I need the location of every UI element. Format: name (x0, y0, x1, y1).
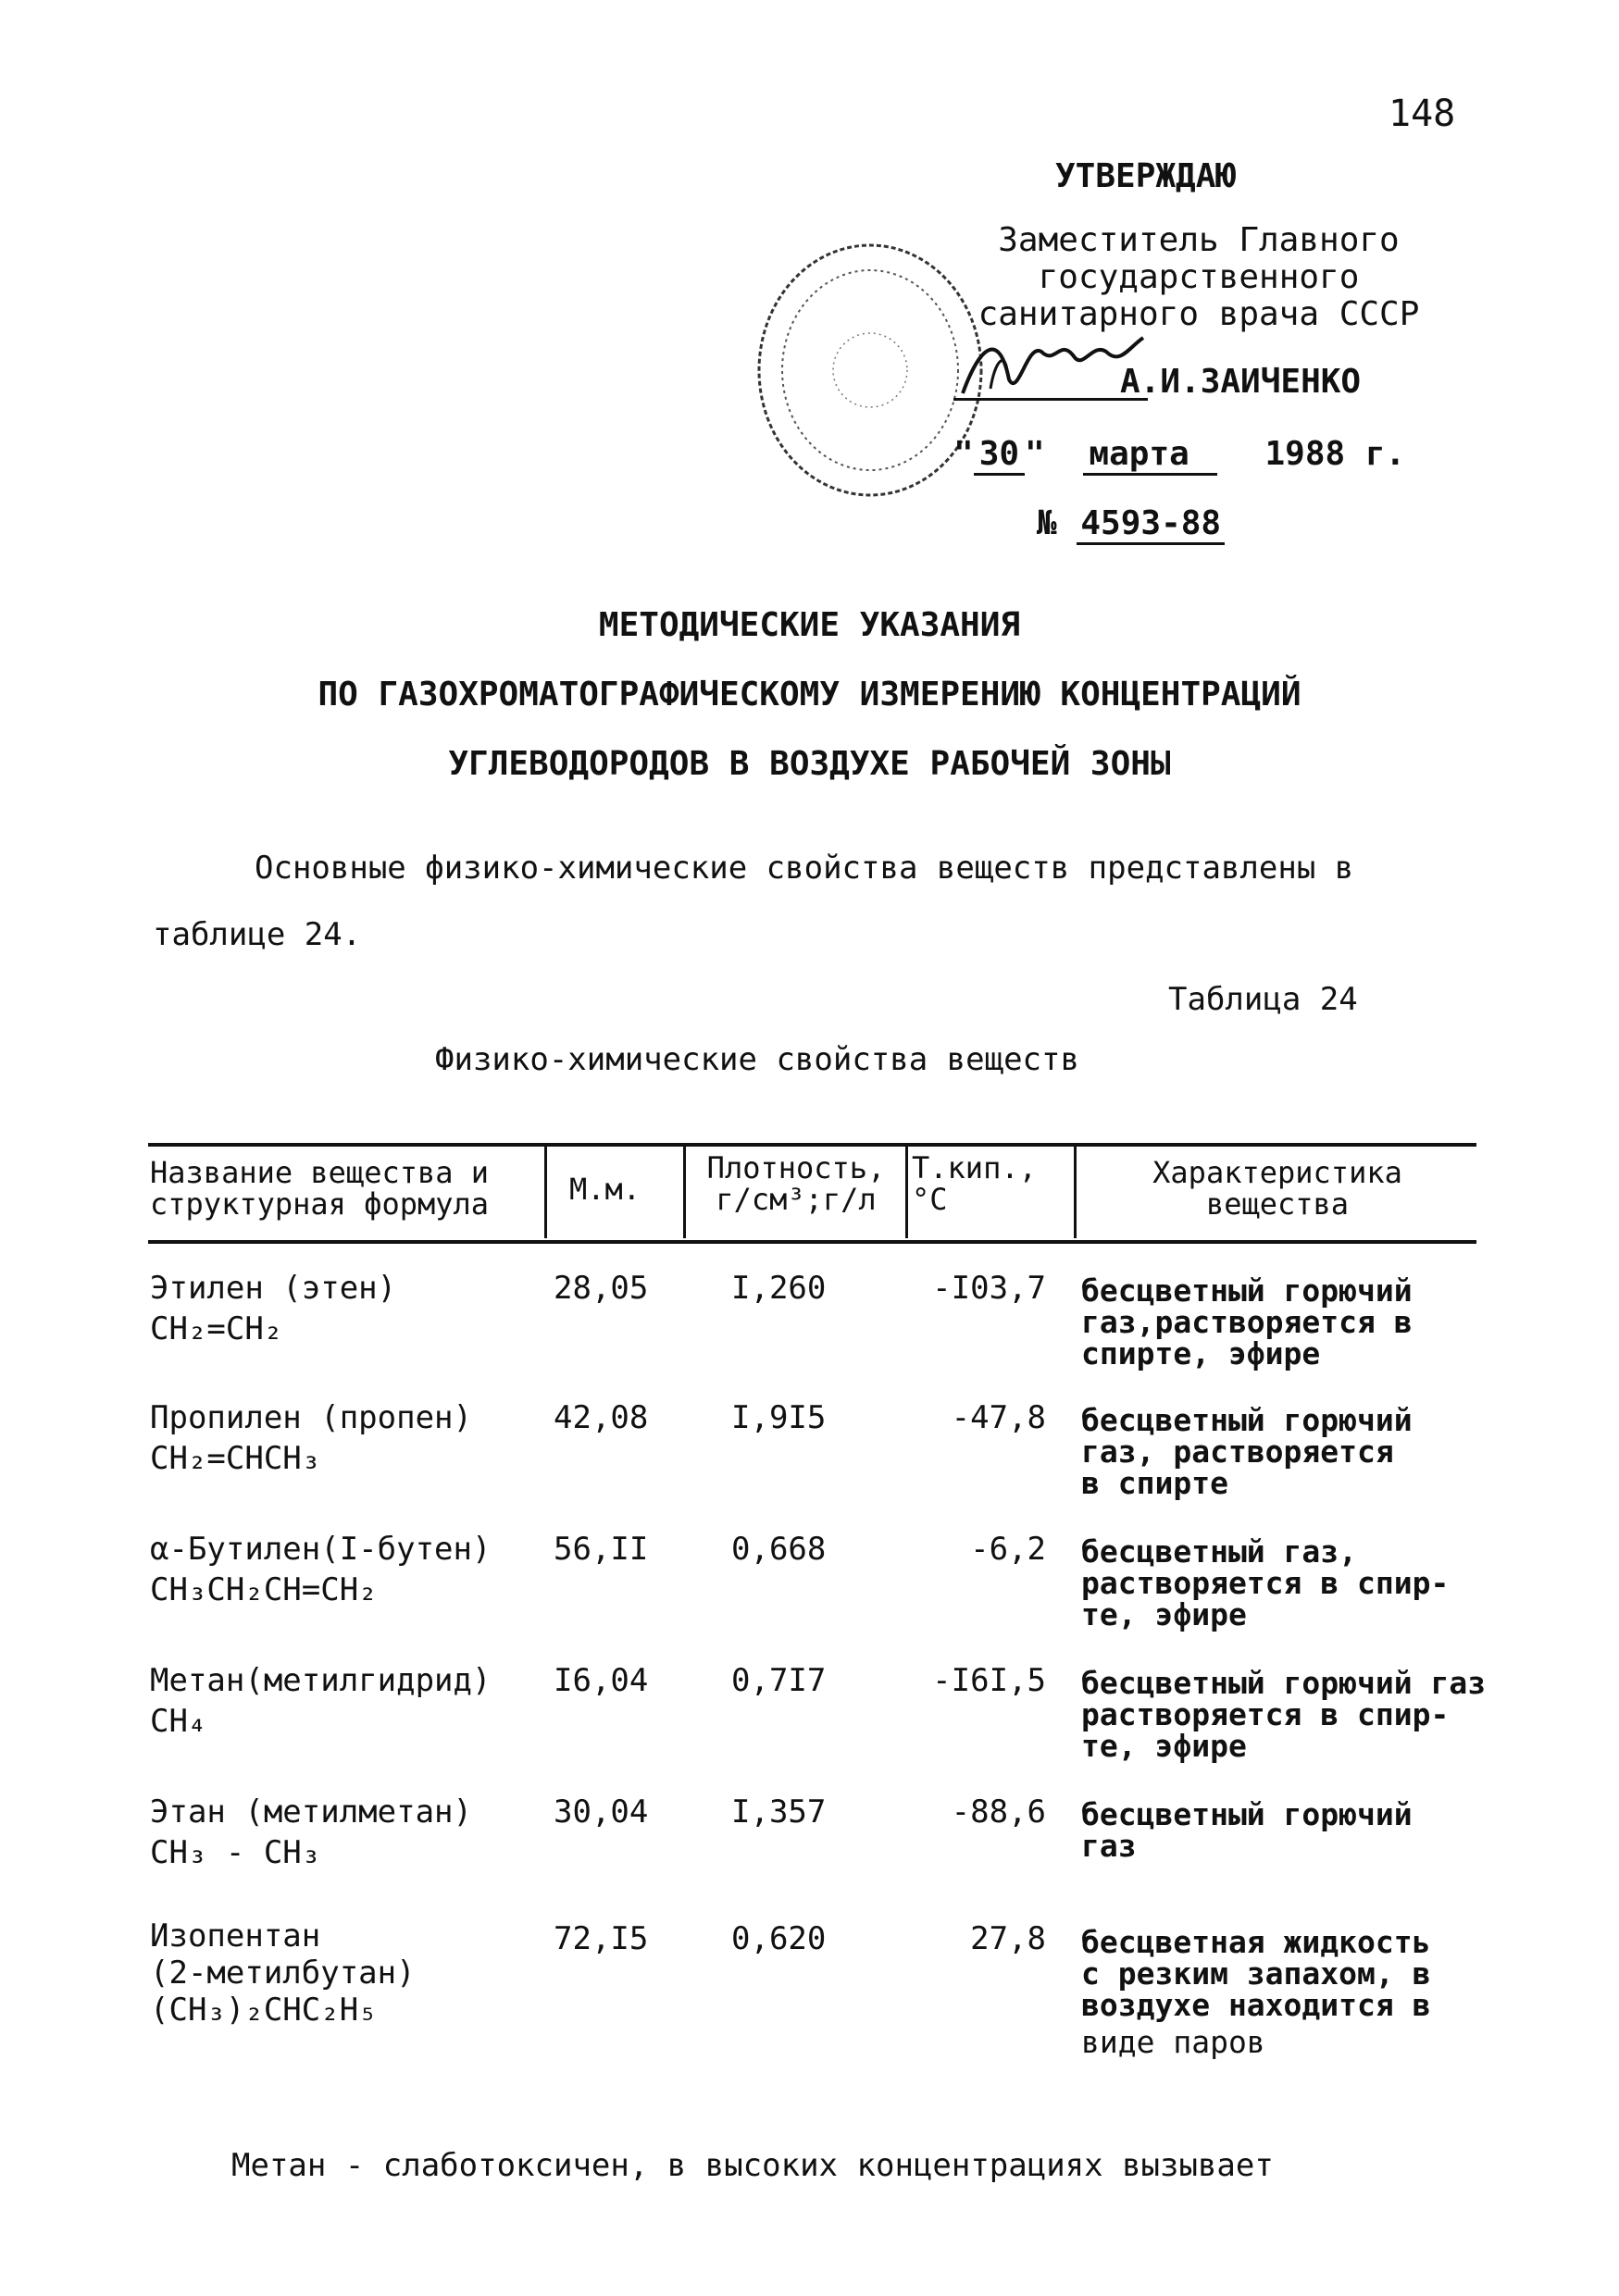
row-3-desc-line-3: те, эфире (1081, 1596, 1247, 1632)
row-6-boiling: 27,8 (970, 1920, 1046, 1957)
row-1-desc-line-1: бесцветный горючий (1081, 1272, 1413, 1309)
row-6-substance-alt: (2-метилбутан) (150, 1955, 416, 1992)
title-line-2: ПО ГАЗОХРОМАТОГРАФИЧЕСКОМУ ИЗМЕРЕНИЮ КОНЦЕНТРАЦИЙ (318, 676, 1301, 714)
table-row-1-name (150, 1268, 396, 1349)
header-name (150, 1157, 489, 1220)
row-4-desc (1081, 1665, 1487, 1764)
number-value: 4593-88 (1077, 504, 1225, 545)
row-6-desc-line-1: бесцветная жидкость (1081, 1924, 1431, 1960)
header-characteristic-line-2: вещества (1205, 1186, 1350, 1222)
signature-line (953, 398, 1148, 401)
row-1-density: I,260 (731, 1270, 827, 1307)
row-5-substance: Этан (метилметан) (150, 1793, 472, 1831)
row-1-desc-line-2: газ,растворяется в (1081, 1304, 1413, 1340)
date-close-quote: " (1025, 435, 1045, 473)
row-1-substance: Этилен (этен) (150, 1270, 397, 1307)
row-5-desc-line-1: бесцветный горючий (1081, 1796, 1413, 1832)
date-day: 30 (974, 435, 1025, 476)
row-2-desc (1081, 1402, 1413, 1501)
approval-line-2: государственного (1038, 258, 1360, 296)
row-4-desc-line-3: те, эфире (1081, 1728, 1247, 1764)
header-characteristic-line-1: Характеристика (1152, 1155, 1402, 1190)
row-2-boiling: -47,8 (951, 1399, 1046, 1436)
row-5-formula: CH₃ - CH₃ (150, 1834, 321, 1871)
row-2-mm: 42,08 (554, 1399, 649, 1436)
approval-number (1037, 504, 1225, 542)
row-5-density: I,357 (731, 1793, 827, 1831)
row-2-desc-line-2: газ, растворяется (1081, 1433, 1394, 1470)
header-mm: М.м. (569, 1172, 641, 1207)
row-5-desc (1081, 1796, 1413, 1864)
signature-icon (953, 324, 1148, 407)
row-1-formula: CH₂=CH₂ (150, 1310, 283, 1347)
header-density-line-1: Плотность, (706, 1150, 886, 1185)
header-characteristic (1083, 1157, 1472, 1220)
header-density-line-2: г/см³;г/л (716, 1182, 877, 1217)
page-number: 148 (1389, 93, 1456, 135)
date-month: марта (1083, 435, 1216, 476)
header-boiling-line-2: °С (912, 1182, 948, 1217)
col-divider-1 (544, 1146, 547, 1238)
row-3-density: 0,668 (731, 1531, 827, 1568)
row-6-desc-line-3: воздухе находится в (1081, 1987, 1431, 2023)
footer-text: Метан - слаботоксичен, в высоких концентрациях вызывает (231, 2147, 1274, 2184)
row-3-boiling: -6,2 (970, 1531, 1046, 1568)
row-4-boiling: -I6I,5 (932, 1662, 1046, 1699)
row-1-mm: 28,05 (554, 1270, 649, 1307)
col-divider-4 (1074, 1146, 1077, 1238)
row-2-formula: CH₂=CHCH₃ (150, 1440, 321, 1477)
row-1-desc (1081, 1272, 1413, 1371)
row-4-formula: CH₄ (150, 1703, 207, 1740)
row-5-desc-line-2: газ (1081, 1828, 1137, 1864)
row-6-substance: Изопентан (150, 1917, 321, 1955)
header-name-line-1: Название вещества и (150, 1155, 490, 1190)
approval-line-3: санитарного врача СССР (978, 295, 1420, 333)
number-sign: № (1037, 504, 1057, 542)
row-2-desc-line-1: бесцветный горючий (1081, 1402, 1413, 1438)
row-4-desc-line-1: бесцветный горючий газ (1081, 1665, 1487, 1701)
row-3-desc-line-1: бесцветный газ, (1081, 1533, 1358, 1570)
row-6-desc-line-4: виде паров (1081, 2024, 1265, 2060)
row-5-mm: 30,04 (554, 1793, 649, 1831)
row-2-density: I,9I5 (731, 1399, 827, 1436)
approval-position (953, 222, 1444, 333)
table-row-6-name (150, 1917, 416, 2029)
approval-heading: УТВЕРЖДАЮ (1055, 157, 1237, 195)
intro-line-2: таблице 24. (153, 916, 362, 953)
row-6-mm: 72,I5 (554, 1920, 649, 1957)
row-4-density: 0,7I7 (731, 1662, 827, 1699)
signer-name: А.И.ЗАИЧЕНКО (1120, 363, 1362, 401)
row-5-boiling: -88,6 (951, 1793, 1046, 1831)
row-1-desc-line-3: спирте, эфире (1081, 1335, 1321, 1371)
date-year: 1988 г. (1264, 435, 1406, 473)
table-label: Таблица 24 (1168, 981, 1358, 1018)
row-4-desc-line-2: растворяется в спир- (1081, 1696, 1450, 1732)
intro-line-1: Основные физико-химические свойства веществ представлены в (255, 850, 1354, 887)
table-row-3-name (150, 1529, 491, 1610)
col-divider-3 (905, 1146, 908, 1238)
row-2-substance: Пропилен (пропен) (150, 1399, 472, 1436)
row-3-formula: CH₃CH₂CH=CH₂ (150, 1571, 378, 1608)
row-1-boiling: -I03,7 (932, 1270, 1046, 1307)
title-line-1: МЕТОДИЧЕСКИЕ УКАЗАНИЯ (598, 606, 1021, 644)
approval-line-1: Заместитель Главного (998, 221, 1400, 259)
row-6-desc (1081, 1924, 1431, 2060)
row-2-desc-line-3: в спирте (1081, 1465, 1228, 1501)
table-row-5-name (150, 1792, 472, 1873)
row-3-mm: 56,II (554, 1531, 649, 1568)
header-boiling (912, 1152, 1037, 1215)
table-row-2-name (150, 1397, 472, 1479)
col-divider-2 (683, 1146, 686, 1238)
row-3-desc-line-2: растворяется в спир- (1081, 1565, 1450, 1601)
row-6-formula: (CH₃)₂CHC₂H₅ (150, 1992, 378, 2029)
row-4-substance: Метан(метилгидрид) (150, 1662, 492, 1699)
row-3-desc (1081, 1533, 1450, 1632)
date-open-quote: " (953, 435, 974, 473)
row-6-desc-line-2: с резким запахом, в (1081, 1955, 1431, 1992)
table-header-rule (148, 1240, 1476, 1244)
row-6-density: 0,620 (731, 1920, 827, 1957)
row-4-mm: I6,04 (554, 1662, 649, 1699)
row-3-substance: α-Бутилен(I-бутен) (150, 1531, 492, 1568)
table-caption: Физико-химические свойства веществ (435, 1041, 1079, 1078)
title-line-3: УГЛЕВОДОРОДОВ В ВОЗДУХЕ РАБОЧЕЙ ЗОНЫ (448, 745, 1171, 783)
table-top-rule (148, 1143, 1476, 1147)
header-density (690, 1152, 903, 1215)
table-row-4-name (150, 1660, 491, 1742)
approval-date (953, 435, 1405, 476)
header-name-line-2: структурная формула (150, 1186, 490, 1222)
header-boiling-line-1: Т.кип., (912, 1150, 1037, 1185)
